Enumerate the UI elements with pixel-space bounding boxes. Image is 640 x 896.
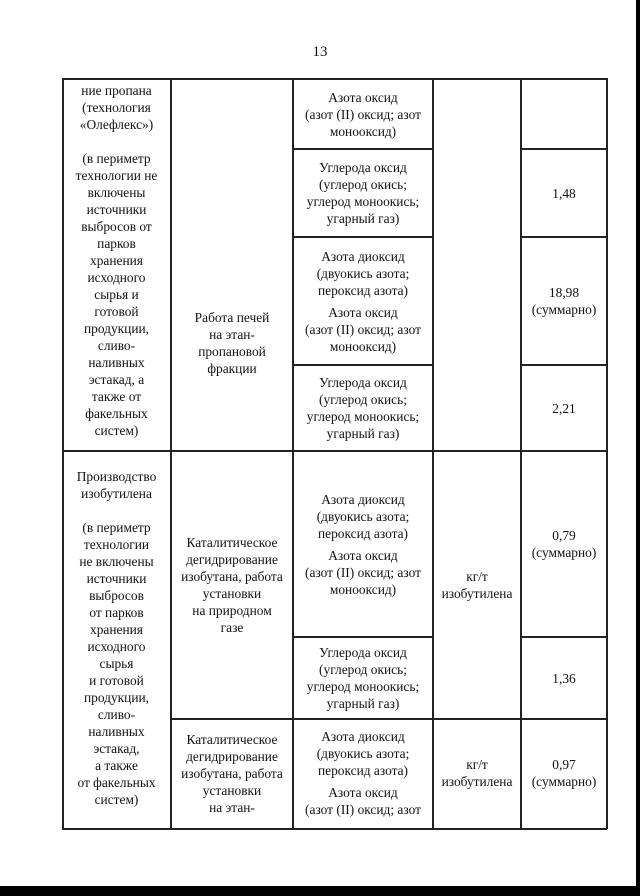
units-cell: кг/т изобутилена: [441, 569, 513, 601]
process-text-line: изобутана, работа: [181, 765, 283, 781]
process-text-line: на этан-: [209, 327, 255, 342]
page-number: 13: [312, 44, 328, 60]
production-text-line: ние пропана: [81, 83, 152, 98]
process-text-line: установки: [202, 782, 262, 798]
process-text-line: пропановой: [198, 344, 266, 359]
process-text-line: Каталитическое: [186, 535, 278, 550]
production-text-line: «Олефлекс»): [79, 117, 154, 132]
note-text-line: источники: [86, 202, 147, 217]
note-text-line: (в периметр: [82, 151, 151, 166]
table-border-bottom: [62, 828, 607, 830]
value-cell: 2,21: [552, 400, 576, 416]
note-text-line: технологии: [83, 537, 150, 552]
note-text-line: выбросов от: [81, 219, 152, 234]
note-text-line: продукции,: [83, 690, 150, 705]
note-text-line: источники: [86, 571, 147, 586]
note-text-line: также от: [91, 389, 142, 404]
note-text-line: сливо-: [97, 707, 136, 722]
note-text-line: не включены: [79, 554, 154, 569]
note-text-line: от парков: [89, 605, 144, 620]
note-text-line: (в периметр: [82, 520, 151, 535]
process-text-line: фракции: [207, 361, 257, 376]
scan-edge-bottom: [0, 886, 640, 896]
note-text-line: сливо-: [97, 338, 136, 353]
note-text-line: факельных: [85, 406, 148, 421]
note-text-line: наливных: [88, 724, 145, 739]
note-text-line: технологии не: [75, 168, 158, 183]
note-text-line: хранения: [90, 253, 143, 268]
note-text-line: эстакад,: [93, 741, 140, 756]
process-text-line: Работа печей: [194, 310, 270, 325]
note-text-line: сырья: [99, 656, 134, 671]
value-cell-summed: 0,97 (суммарно): [531, 757, 597, 789]
process-text-line: газе: [220, 620, 244, 635]
process-cell-ethane: [172, 720, 292, 826]
substance-cell-nitrogen-combined: Азота диоксид (двуокись азота; пероксид азота) Азота оксид (азот (II) оксид; азот: [305, 729, 421, 817]
table-border-right: [606, 78, 608, 829]
value-cell: 1,48: [552, 185, 576, 201]
production-cell-isobutylene: [64, 468, 169, 826]
note-text-line: исходного: [87, 639, 146, 654]
units-cell: кг/т изобутилена: [441, 757, 513, 789]
note-text-line: наливных: [88, 355, 145, 370]
note-text-line: включены: [87, 185, 146, 200]
value-cell-summed: 0,79 (суммарно): [531, 528, 597, 560]
process-text-line: на этан-: [209, 799, 255, 815]
process-cell-furnace: [172, 236, 292, 450]
production-text-line: Производство: [76, 469, 157, 484]
substance-cell-carbon-oxide: Углерода оксид (углерод окись; углерод моноокись; угарный газ): [306, 160, 420, 226]
process-text-line: дегидрирование: [186, 748, 278, 764]
note-text-line: систем): [94, 792, 139, 807]
note-text-line: от факельных: [77, 775, 156, 790]
note-text-line: парков: [97, 236, 136, 251]
note-text-line: систем): [94, 423, 139, 438]
note-text-line: и готовой: [89, 673, 144, 688]
scan-edge-right: [636, 0, 640, 896]
process-text-line: дегидрирование: [186, 552, 278, 567]
production-text-line: изобутилена: [81, 486, 152, 501]
process-text-line: изобутана, работа: [181, 569, 283, 584]
substance-cell-nitrogen-combined: Азота диоксид (двуокись азота; пероксид азота) Азота оксид (азот (II) оксид; азот монооксид): [305, 248, 421, 354]
substance-cell-nitrogen-combined: Азота диоксид (двуокись азота; пероксид азота) Азота оксид (азот (II) оксид; азот монооксид): [305, 491, 421, 597]
process-text-line: Каталитическое: [186, 731, 278, 747]
substance-cell-nitrogen-oxide: Азота оксид (азот (II) оксид; азот монооксид): [305, 89, 421, 139]
note-text-line: хранения: [90, 622, 143, 637]
process-text-line: на природном: [192, 603, 272, 618]
note-text-line: сырья и: [94, 287, 139, 302]
production-text-line: (технология: [82, 100, 151, 115]
note-text-line: готовой: [94, 304, 139, 319]
note-text-line: продукции,: [83, 321, 150, 336]
note-text-line: эстакад, а: [88, 372, 145, 387]
note-text-line: исходного: [87, 270, 146, 285]
process-text-line: установки: [202, 586, 262, 601]
value-cell-summed: 18,98 (суммарно): [531, 285, 597, 317]
note-text-line: выбросов: [89, 588, 144, 603]
substance-cell-carbon-oxide: Углерода оксид (углерод окись; углерод моноокись; угарный газ): [306, 645, 420, 711]
value-cell: 1,36: [552, 670, 576, 686]
production-cell-continued: [64, 82, 169, 448]
substance-cell-carbon-oxide: Углерода оксид (углерод окись; углерод моноокись; угарный газ): [306, 375, 420, 441]
process-cell-natural-gas: [172, 452, 292, 718]
note-text-line: а также: [95, 758, 138, 773]
